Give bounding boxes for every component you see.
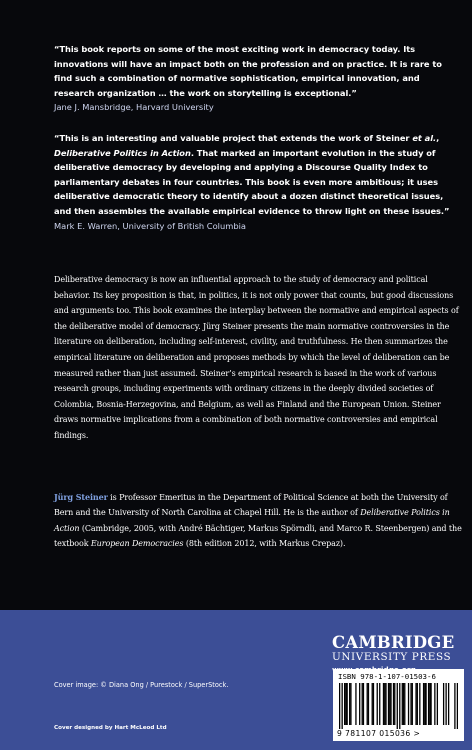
barcode-bar — [373, 683, 374, 725]
barcode-bar — [415, 683, 416, 725]
barcode-bar — [363, 683, 364, 725]
barcode-bar — [344, 683, 345, 725]
endorsement-1 — [54, 42, 462, 115]
barcode-bar — [417, 683, 418, 725]
barcode-bar — [349, 683, 350, 725]
barcode-digits: 9 781107 015036 > — [337, 729, 421, 738]
barcode-bar — [379, 683, 380, 725]
barcode-bar — [393, 683, 394, 725]
barcode-bar — [339, 683, 340, 729]
barcode-box — [333, 669, 464, 741]
endorsement-1-attribution: Jane J. Mansbridge, Harvard University — [54, 102, 214, 113]
barcode-bar — [388, 683, 389, 725]
barcode-bar — [345, 683, 346, 725]
barcode-bar — [454, 683, 455, 729]
endorsements — [54, 42, 462, 249]
barcode-bar — [429, 683, 430, 725]
cover-design-credit: Cover designed by Hart McLeod Ltd — [54, 725, 167, 731]
barcode-bar — [397, 683, 398, 729]
barcode-bar — [385, 683, 386, 725]
author-bio — [54, 490, 464, 552]
book-description: Deliberative democracy is now an influential approach to the study of democracy and political behavior. Its key proposition is that, in politics, it is not only power that counts, but good discussions and arguments too. This book examines the interplay between the normative and empirical aspects of the deliberative model of democracy. Jürg Steiner presents the main normative controversies in the literature on deliberation, including self-interest, civility, and truthfulness. He then summarizes the empirical literature on deliberation and proposes methods by which the level of deliberation can be measured rather than just assumed. Steiner’s empirical research is based in the work of various research groups, including experiments with ordinary citizens in the deeply divided societies of Colombia, Bosnia-Herzegovina, and Belgium, as well as Finland and the European Union. Steiner draws normative implications from a combination of both normative controversies and empirical findings. — [54, 275, 459, 440]
barcode-bar — [423, 683, 424, 725]
barcode-bar — [355, 683, 356, 725]
barcode-bar — [412, 683, 413, 725]
isbn-label: ISBN 978-1-107-01503-6 — [338, 672, 436, 681]
barcode-bar — [448, 683, 449, 725]
barcode-bar — [457, 683, 458, 729]
publisher-press: UNIVERSITY PRESS — [332, 651, 452, 663]
barcode-bar — [367, 683, 368, 725]
barcode-bar — [425, 683, 426, 725]
barcode-bar — [424, 683, 425, 725]
barcode-bar — [377, 683, 378, 725]
barcode-bar — [404, 683, 405, 725]
barcode-bar — [399, 683, 400, 729]
barcode-bar — [403, 683, 404, 725]
barcode-bar — [350, 683, 351, 725]
barcode-bar — [372, 683, 373, 725]
barcode-bar — [445, 683, 446, 725]
endorsement-1-text: “This book reports on some of the most exciting work in democracy today. Its innovations will have an impact both on the profession and on practice. It is rare to find such a combination of normative sophistication, empirical innovation, and research organization … the work on storytelling is exceptional.” — [54, 44, 442, 98]
cover-image-credit: Cover image: © Diana Ong / Purestock / SuperStock. — [54, 681, 229, 689]
barcode-bar — [394, 683, 395, 725]
barcode-bar — [368, 683, 369, 725]
barcode-bar — [430, 683, 431, 725]
author-name: Jürg Steiner — [54, 492, 108, 502]
barcode-icon — [339, 683, 458, 729]
barcode-bar — [359, 683, 360, 725]
barcode-bar — [443, 683, 444, 725]
barcode-bar — [410, 683, 411, 725]
barcode-bar — [347, 683, 348, 725]
barcode-bar — [437, 683, 438, 725]
barcode-bar — [383, 683, 384, 725]
barcode-bar — [428, 683, 429, 725]
barcode-bar — [384, 683, 385, 725]
author-bio-text: is Professor Emeritus in the Department of Political Science at both the University of Bern and the University of North Carolina at Chapel Hill. He is the author of Deliberative Politics in Action (Cambridge, 2005, with André Bächtiger, Markus Spörndli, and Marco R. Steenbergen) and the textbook European Democracies (8th edition 2012, with Markus Crepaz). — [54, 493, 462, 549]
endorsement-2-attribution: Mark E. Warren, University of British Columbia — [54, 220, 246, 231]
barcode-bar — [362, 683, 363, 725]
barcode-bar — [389, 683, 390, 725]
barcode-bar — [390, 683, 391, 725]
publisher-name: CAMBRIDGE — [332, 633, 455, 652]
barcode-bar — [434, 683, 435, 725]
barcode-bar — [402, 683, 403, 725]
barcode-bar — [419, 683, 420, 725]
barcode-bar — [342, 683, 343, 729]
endorsement-2-text: “This is an interesting and valuable project that extends the work of Steiner et al., Deliberative Politics in Action. That marked an important evolution in the study of deliberative democracy by developing and applying a Discourse Quality Index to parliamentary debates in four countries. This book is even more ambitious; it uses deliberative democratic theory to identify about a dozen distinct theoretical issues, and then assembles the available empirical evidence to throw light on these issues.” — [54, 132, 450, 216]
endorsement-2 — [54, 131, 462, 233]
barcode-bar — [408, 683, 409, 725]
